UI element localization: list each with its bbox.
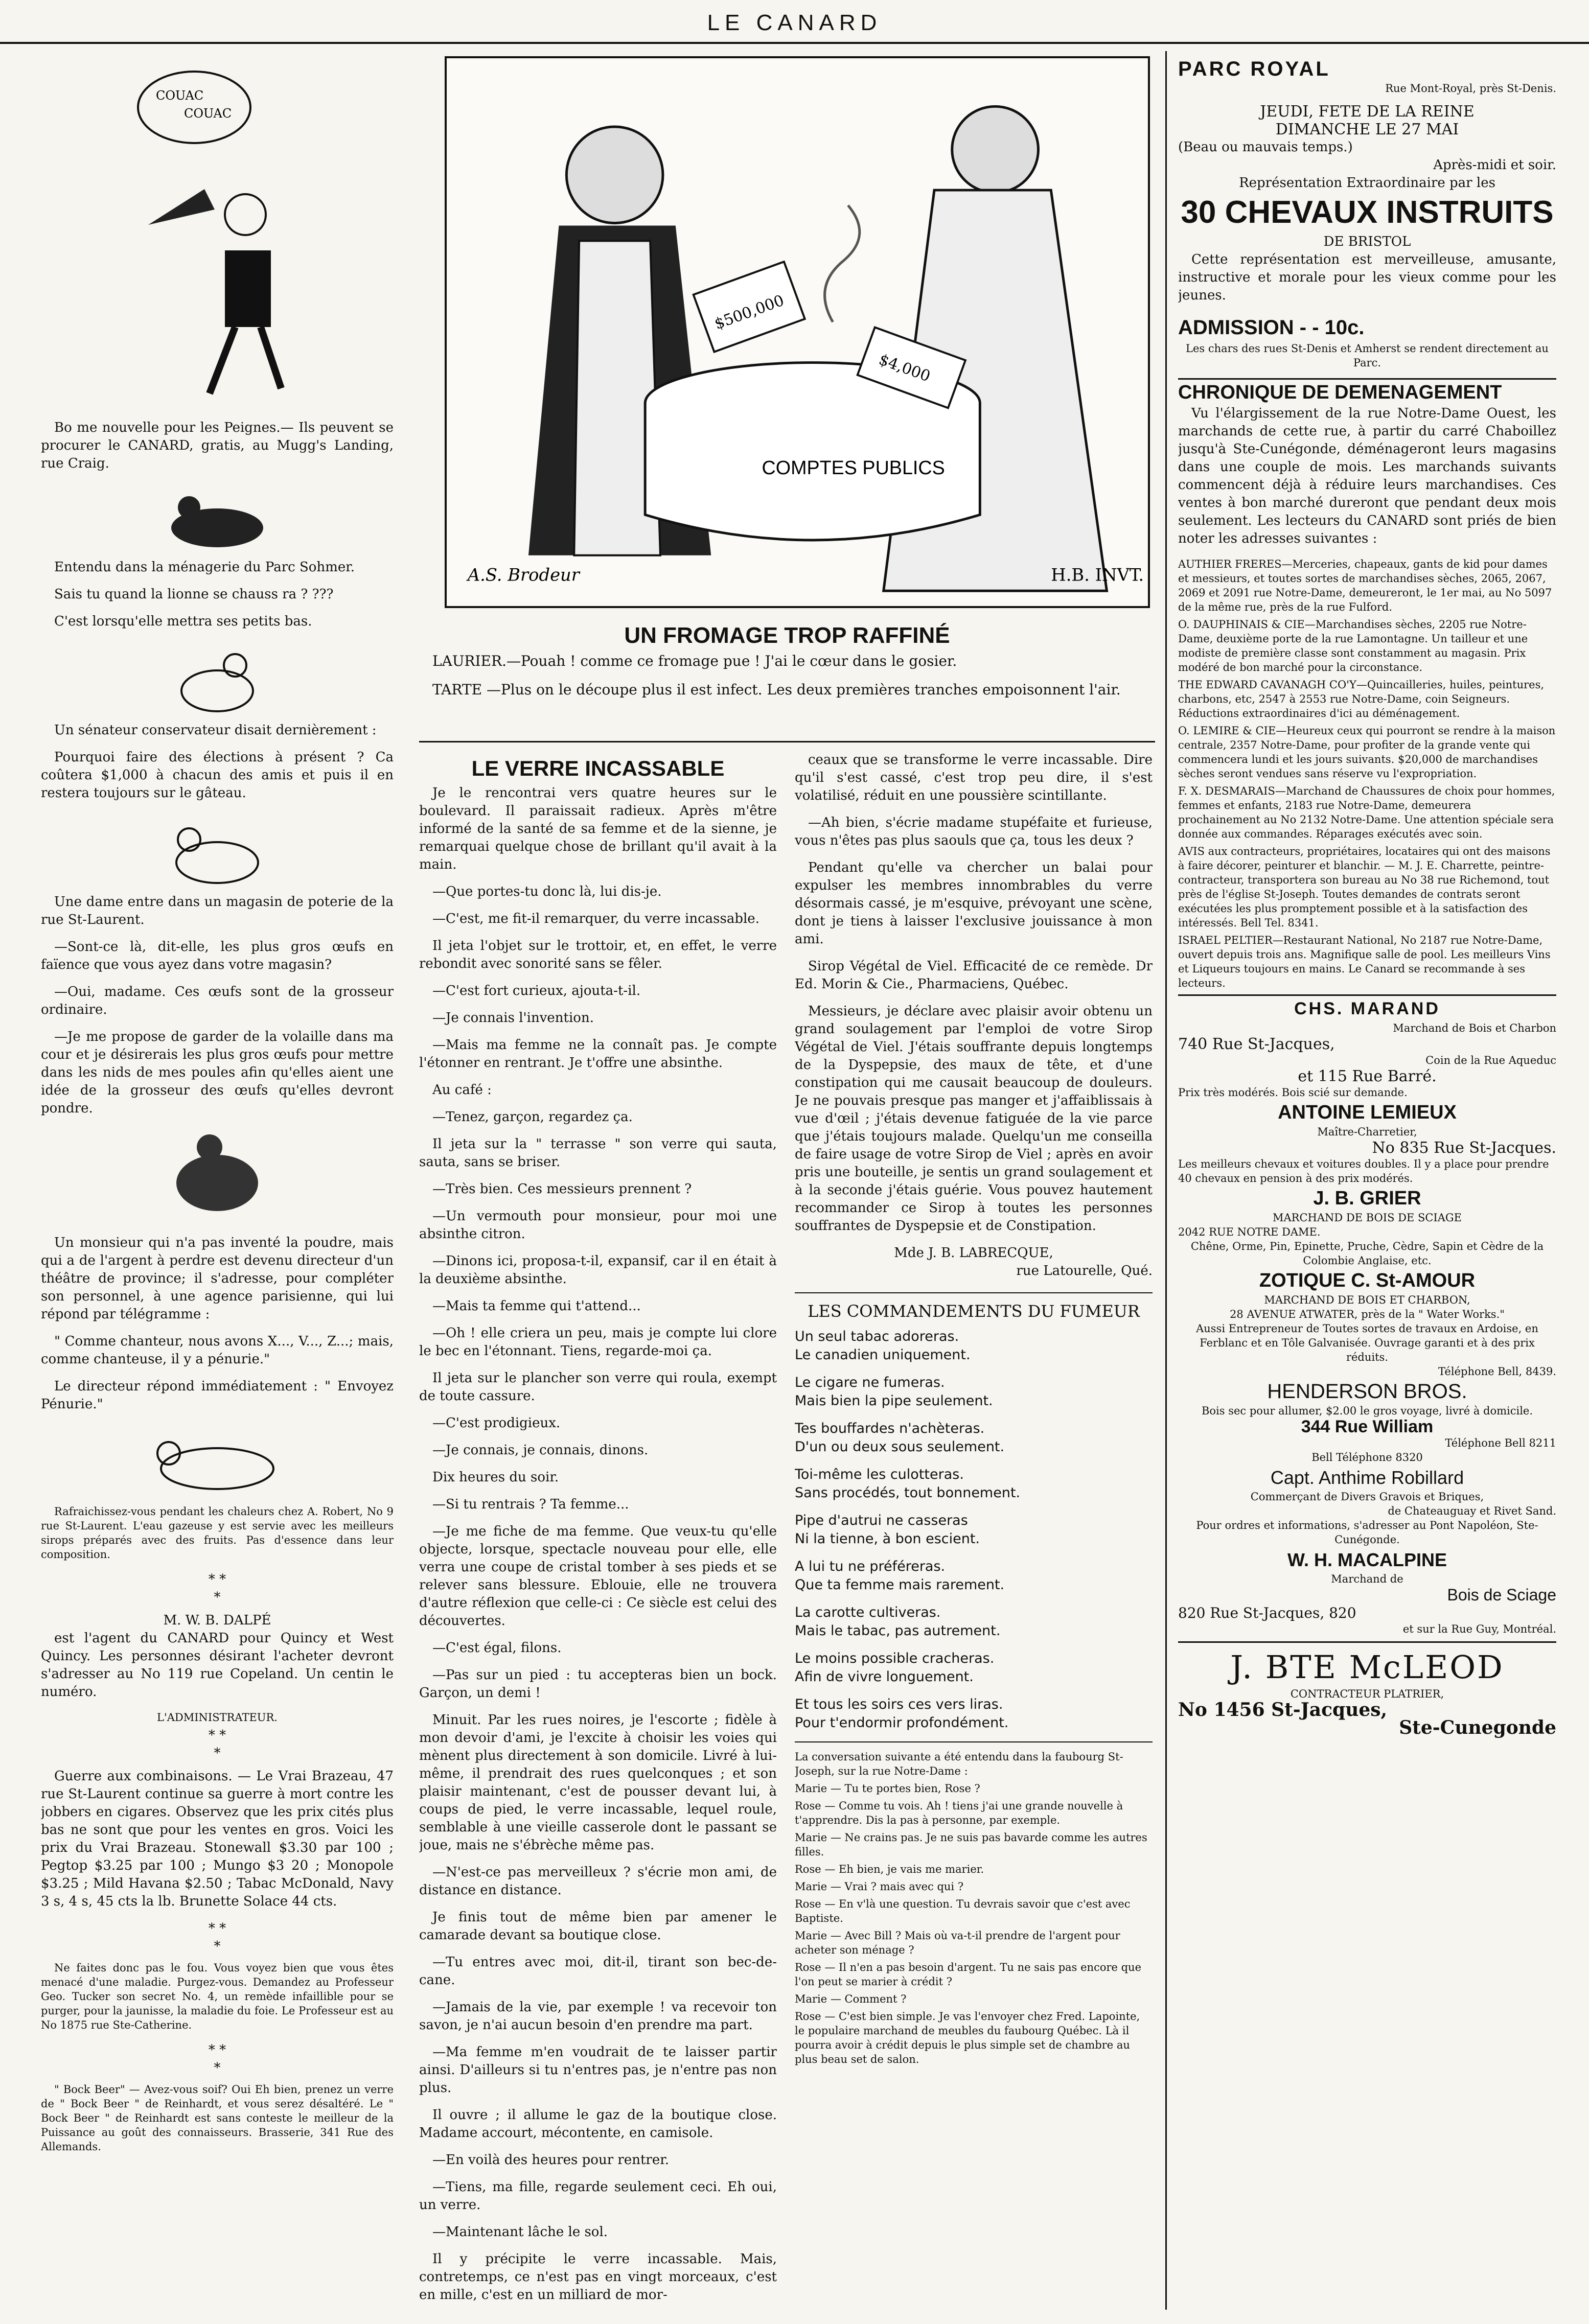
ad-line: 28 AVENUE ATWATER, près de la " Water Works.": [1230, 1308, 1505, 1320]
mcleod-title: J. BTE McLEOD: [1230, 1648, 1504, 1686]
chronique-list: [1178, 557, 1556, 990]
poem-stanza: [795, 1695, 1153, 1732]
paragraph: —N'est-ce pas merveilleux ? s'écrie mon ami, de distance en distance.: [419, 1865, 777, 1898]
paragraph: —Pas sur un pied : tu accepteras bien un bock. Garçon, un demi !: [419, 1667, 777, 1701]
paper-amount: $500,000: [712, 291, 787, 334]
poem-line: Ni la tienne, à bon escient.: [795, 1531, 980, 1547]
column-rule: [1165, 51, 1167, 2310]
paragraph: —C'est fort curieux, ajouta-t-il.: [432, 983, 641, 998]
parc-line: DE BRISTOL: [1323, 234, 1411, 249]
paragraph: —Dinons ici, proposa-t-il, expansif, car il en était à la deuxième absinthe.: [419, 1253, 777, 1287]
conversation: [795, 1750, 1153, 2066]
poem-stanza: [795, 1328, 1153, 1364]
paragraph: Je finis tout de même bien par amener le camarade devant sa boutique close.: [419, 1910, 777, 1943]
c1-p1: Bo me nouvelle pour les Peignes.— Ils peuvent se procurer le CANARD, gratis, au Mugg's Landing, rue Craig.: [41, 420, 394, 471]
c1-p12: " Comme chanteur, nous avons X..., V..., Z...; mais, comme chanteuse, il y a pénurie.": [41, 1334, 394, 1367]
lemieux-title: ANTOINE LEMIEUX: [1278, 1102, 1457, 1123]
paragraph: Il jeta l'objet sur le trottoir, et, en effet, le verre rebondit avec sonorité sans se fêler.: [419, 938, 777, 971]
c1-p5: Un sénateur conservateur disait dernièrement :: [54, 723, 377, 738]
ad-line: Pour ordres et informations, s'adresser au Pont Napoléon, Ste-Cunégonde.: [1196, 1519, 1538, 1546]
c1-p16: Guerre aux combinaisons. — Le Vrai Brazeau, 47 rue St-Laurent continue sa guerre à mort contre les jobbers en cigares. Observez que les prix cités plus bas ne sont que pour les ventes en gros. Voici les prix du Vrai Brazeau. Stonewall $3.30 par 100 ; Pegtop $3.25 par 100 ; Mungo $3 20 ; Monopole $3.25 ; Mild Havana $2.50 ; Tabac McDonald, Navy 3 s, 4 s, 45 cts la lb. Brunette Solace 44 cts.: [41, 1769, 394, 1909]
parc-royal-title: PARC ROYAL: [1178, 58, 1330, 80]
parc-address: Rue Mont-Royal, près St-Denis.: [1385, 82, 1556, 95]
poem-line: Un seul tabac adoreras.: [795, 1329, 959, 1344]
commandements-title: LES COMMANDEMENTS DU FUMEUR: [808, 1302, 1140, 1321]
paragraph: Marie — Ne crains pas. Je ne suis pas bavarde comme les autres filles.: [795, 1831, 1147, 1858]
paragraph: —Très bien. Ces messieurs prennent ?: [432, 1181, 692, 1197]
ad-line: Téléphone Bell, 8439.: [1438, 1365, 1556, 1378]
parc-description: Cette représentation est merveilleuse, amusante, instructive et morale pour les vieux comme pour les jeunes.: [1178, 252, 1556, 303]
paragraph: F. X. DESMARAIS—Marchand de Chaussures de choix pour hommes, femmes et enfants, 2183 rue Notre-Dame, demeurera prochainement au No 2132 Notre-Dame. Une attention spéciale sera donnée aux commandes. Réparages exécutés avec soin.: [1178, 785, 1555, 840]
trumpeter-illustration: [41, 56, 394, 414]
c1-p7: Une dame entre dans un magasin de poterie de la rue St-Laurent.: [41, 894, 394, 927]
grier-title: J. B. GRIER: [1313, 1188, 1421, 1209]
ad-line: No 835 Rue St-Jacques.: [1372, 1139, 1556, 1157]
verre-continued: [795, 751, 1153, 948]
poem-line: Mais bien la pipe seulement.: [795, 1393, 993, 1409]
section-rule: [419, 741, 1155, 742]
svg-text:COUAC: COUAC: [184, 106, 232, 121]
paragraph: —Mais ma femme ne la connaît pas. Je compte l'étonner en rentrant. Je t'offre une absinthe.: [419, 1037, 777, 1071]
paragraph: —Si tu rentrais ? Ta femme...: [432, 1497, 629, 1512]
ad-line: et sur la Rue Guy, Montréal.: [1402, 1623, 1556, 1635]
ad-line: MARCHAND DE BOIS ET CHARBON,: [1264, 1294, 1470, 1306]
caption-line-1: LAURIER.—Pouah ! comme ce fromage pue ! J'ai le cœur dans le gosier.: [432, 653, 957, 669]
paragraph: THE EDWARD CAVANAGH CO'Y—Quincailleries, huiles, peintures, charbons, etc, 2547 à 2553 rue Notre-Dame, coin Seigneurs. Réductions extraordinaires d'ici au déménagement.: [1178, 679, 1545, 719]
paragraph: —Tenez, garçon, regardez ça.: [432, 1109, 633, 1125]
cartoon-illustration: [447, 58, 1148, 606]
c1-p11: Un monsieur qui n'a pas inventé la poudre, mais qui a de l'argent à perdre est devenu directeur d'un théâtre de province; il s'adresse, pour compléter son personnel, à une agence parisienne, qui lui répond par télégramme :: [41, 1235, 394, 1322]
poem-line: Le cigare ne fumeras.: [795, 1375, 945, 1390]
parc-line: (Beau ou mauvais temps.): [1178, 140, 1353, 155]
ad-line: Commerçant de Divers Gravois et Briques,: [1250, 1491, 1484, 1503]
paragraph: —Ma femme m'en voudrait de te laisser partir ainsi. D'ailleurs si tu n'entres pas, je n'entre pas non plus.: [419, 2044, 777, 2096]
paragraph: Rose — En v'là une question. Tu devrais savoir que c'est avec Baptiste.: [795, 1898, 1131, 1924]
admission-price: ADMISSION - - 10c.: [1178, 316, 1365, 339]
caption-line-2: TARTE —Plus on le découpe plus il est infect. Les deux premières tranches empoisonnent l'air.: [432, 681, 1121, 698]
ad-line: Bell Téléphone 8320: [1311, 1451, 1423, 1463]
left-column: COUAC COUAC Bo me nouvelle pour les Peignes.— Ils peuvent se procurer le CANARD, gratis, au Mugg's Landing, rue Craig. Entendu dans la ménagerie du Parc Sohmer. Sais tu quand la lionne se chauss ra ? ??? C'est lorsqu'elle mettra ses petits bas. Un sénateur conservateur disait dernièrement : Pourquoi faire des élections à présent ? Ca coûtera $1,000 à chacun des amis et puis il en restera toujours sur le gâteau. Une dame entre dans un magasin de poterie de la rue St-Laurent. —Sont-ce là, dit-elle, les plus gros œufs en faïence que vous ayez dans votre magasin? —Oui, madame. Ces œufs sont de la grosseur ordinaire. —Je me propose de garder de la volaille dans ma cour et je désirerais les plus gros œufs pour mettre dans les nids de mes poules afin qu'elles aient une idée de la grosseur des œufs qu'elles devront pondre. Un monsieur qui n'a pas inventé la poudre, mais qui a de l'argent à perdre est devenu directeur d'un théâtre de province; il s'adresse, pour compléter son personnel, à une agence parisienne, qui lui répond par télégramme : " Comme chanteur, nous avons X..., V..., Z...; mais, comme chanteuse, il y a pénurie." Le directeur répond immédiatement : " Envoyez Pénurie." Rafraichissez-vous pendant les chaleurs chez A. Robert, No 9 rue St-Laurent. L'eau gazeuse y est servie avec les meilleurs sirops préparés avec des fruits. Pas d'essence dans leur composition. * * * M. W. B. DALPÉ est l'agent du CANARD pour Quincy et West Quincy. Les personnes désirant l'acheter devront s'adresser au No 119 rue Copeland. Un centin le numéro. L'ADMINISTRATEUR. * * * Guerre aux combinaisons. — Le Vrai Brazeau, 47 rue St-Laurent continue sa guerre à mort contre les jobbers en cigares. Observez que les prix cités plus bas ne sont que pour les ventes en gros. Voici les prix du Vrai Brazeau. Stonewall $3.30 par 100 ; Pegtop $3.25 par 100 ; Mungo $3 20 ; Monopole $3.25 ; Mild Havana $2.50 ; Tabac McDonald, Navy 3 s, 4 s, 45 cts la lb. Brunette Solace 44 cts. * * * Ne faites donc pas le fou. Vous voyez bien que vous êtes menacé d'une maladie. Purgez-vous. Demandez au Professeur Geo. Tucker son secret No. 4, un remède infaillible pour se purger, pour la jaunisse, la maladie du foie. Le Professeur est au No 1875 rue Ste-Catherine. * * * " Bock Beer" — Avez-vous soif? Oui Eh bien, prenez un verre de " Bock Beer " de Reinhardt, et vous serez désaltéré. Le " Bock Beer " de Reinhardt est sans conteste le meilleur de la Puissance au goût des connaisseurs. Brasserie, 341 Rue des Allemands.: [41, 56, 394, 2305]
parc-line: Après-midi et soir.: [1433, 157, 1556, 173]
cheese-label: COMPTES PUBLICS: [762, 456, 945, 478]
paragraph: Rose — Comme tu vois. Ah ! tiens j'ai une grande nouvelle à t'apprendre. Dis la pas à personne, par exemple.: [795, 1800, 1123, 1826]
masthead-rule: [0, 42, 1589, 44]
poem-line: Afin de vivre longuement.: [795, 1669, 974, 1685]
c1-p10: —Je me propose de garder de la volaille dans ma cour et je désirerais les plus gros œufs pour mettre dans les nids de mes poules afin qu'elles aient une idée de la grosseur des œufs qu'elles devront pondre.: [41, 1029, 394, 1116]
poem-line: A lui tu ne préféreras.: [795, 1559, 946, 1574]
sirop-address: rue Latourelle, Qué.: [1016, 1263, 1153, 1279]
c1-p6: Pourquoi faire des élections à présent ? Ca coûtera $1,000 à chacun des amis et puis il en restera toujours sur le gâteau.: [41, 750, 394, 801]
paragraph: —Que portes-tu donc là, lui dis-je.: [432, 884, 662, 899]
paragraph: AVIS aux contracteurs, propriétaires, locataires qui ont des maisons à faire décorer, peinturer et blanchir. — M. J. E. Charrette, peintre-contracteur, transportera son bureau au No 38 rue Richemond, tout près de l'église St-Joseph. Toutes demandes de contrats seront exécutées les plus promptement possible et à la satisfaction des intéressés. Bell Tel. 8341.: [1178, 845, 1551, 929]
poem-stanza: [795, 1649, 1153, 1686]
cartoon-caption: [419, 618, 1155, 741]
verre-title: LE VERRE INCASSABLE: [471, 756, 725, 780]
paragraph: —Jamais de la vie, par exemple ! va recevoir ton savon, je n'ai aucun besoin d'en prendre ma part.: [419, 2000, 777, 2033]
parc-transit: Les chars des rues St-Denis et Amherst se rendent directement au Parc.: [1186, 342, 1549, 369]
ad-line: et 115 Rue Barré.: [1298, 1067, 1437, 1085]
poem-stanza: [795, 1420, 1153, 1456]
paragraph: O. LEMIRE & CIE—Heureux ceux qui pourront se rendre à la maison centrale, 2357 Notre-Dame, pour profiter de la grande vente qui commencera lundi et les jours suivants. $20,000 de marchandises sèches seront vendues sans réserve vu l'expropriation.: [1178, 725, 1556, 780]
poem-line: Sans procédés, tout bonnement.: [795, 1485, 1021, 1501]
paragraph: —C'est prodigieux.: [432, 1415, 561, 1431]
sirop-signature: Mde J. B. LABRECQUE,: [894, 1245, 1053, 1261]
duck-icon: [41, 1127, 394, 1229]
paragraph: Il jeta sur le plancher son verre qui roula, exempt de toute cassure.: [419, 1370, 777, 1404]
ad-line: No 1456 St-Jacques,: [1178, 1699, 1388, 1721]
chronique-title: CHRONIQUE DE DEMENAGEMENT: [1178, 382, 1502, 403]
poem-stanza: [795, 1466, 1153, 1502]
paragraph: Rose — Il n'en a pas besoin d'argent. Tu ne sais pas encore que l'on peut se marier à crédit ?: [795, 1961, 1142, 1988]
ad-line: Aussi Entrepreneur de Toutes sortes de travaux en Ardoise, en Ferblanc et en Tôle Galvanisée. Ouvrage garanti et à des prix réduits.: [1196, 1322, 1538, 1363]
parc-line: Représentation Extraordinaire par les: [1239, 175, 1495, 191]
ad-line: Bois sec pour allumer, $2.00 le gros voyage, livré à domicile.: [1201, 1405, 1533, 1417]
middle-right-column: [795, 751, 1153, 2305]
paragraph: Rose — Eh bien, je vais me marier.: [795, 1863, 984, 1875]
ad-line: 2042 RUE NOTRE DAME.: [1178, 1226, 1321, 1238]
ad-line: Prix très modérés. Bois scié sur demande.: [1178, 1086, 1408, 1099]
paragraph: —Je connais, je connais, dinons.: [432, 1443, 649, 1458]
ad-line: 740 Rue St-Jacques,: [1178, 1035, 1335, 1053]
paragraph: Pendant qu'elle va chercher un balai pour expulser les membres innombrables du verre désormais cassé, je m'esquive, prévoyant une scène, dont je tiens à laisser l'exclusive jouissance à mon ami.: [795, 860, 1153, 947]
ad-line: de Chateauguay et Rivet Sand.: [1388, 1505, 1556, 1517]
paragraph: Je le rencontrai vers quatre heures sur le boulevard. Il paraissait radieux. Après m'être informé de la santé de sa femme et de la sienne, je remarquai quelque chose de brillant qu'il avait à la main.: [419, 785, 777, 872]
paragraph: —Oh ! elle criera un peu, mais je compte lui clore le bec en l'étonnant. Tiens, regarde-moi ça.: [419, 1326, 777, 1359]
paragraph: —Je me fiche de ma femme. Que veux-tu qu'elle objecte, lorsque, spectacle nouveau pour elle, elle verra une coupe de cristal tomber à ses pieds et se relever sans blessure. Eblouie, elle ne trouvera d'autre réflexion que celle-ci : Ce siècle est celui des découvertes.: [419, 1524, 777, 1629]
paragraph: —Maintenant lâche le sol.: [432, 2224, 608, 2240]
ad-line: 344 Rue William: [1301, 1417, 1434, 1436]
paragraph: —C'est égal, filons.: [432, 1640, 562, 1656]
paragraph: Marie — Tu te portes bien, Rose ?: [795, 1782, 980, 1795]
poem-line: Que ta femme mais rarement.: [795, 1577, 1005, 1593]
c1-p14: Rafraichissez-vous pendant les chaleurs chez A. Robert, No 9 rue St-Laurent. L'eau gazeuse y est servie avec les meilleurs sirops préparés avec des fruits. Pas d'essence dans leur composition.: [41, 1505, 394, 1561]
paragraph: —Ah bien, s'écrie madame stupéfaite et furieuse, vous n'êtes pas plus saouls que ça, tous les deux ?: [795, 815, 1153, 848]
paragraph: Marie — Avec Bill ? Mais où va-t-il prendre de l'argent pour acheter son ménage ?: [795, 1930, 1120, 1956]
paper-amount: $4,000: [876, 351, 933, 386]
cartoon-frame: [445, 56, 1150, 608]
ad-line: Bois de Sciage: [1447, 1586, 1556, 1604]
paragraph: Au café :: [432, 1082, 492, 1098]
cartoon-title: UN FROMAGE TROP RAFFINÉ: [624, 623, 950, 648]
chevaux-headline: 30 CHEVAUX INSTRUITS: [1181, 195, 1554, 230]
commandements-poem: [795, 1328, 1153, 1732]
paragraph: O. DAUPHINAIS & CIE—Marchandises sèches, 2205 rue Notre-Dame, deuxième porte de la rue Lamontagne. Un tailleur et une modiste de première classe sont constamment au magasin. Prix modéré de bon marché pour la circonstance.: [1178, 618, 1528, 673]
c1-p17: Ne faites donc pas le fou. Vous voyez bien que vous êtes menacé d'une maladie. Purgez-vous. Demandez au Professeur Geo. Tucker son secret No. 4, un remède infaillible pour se purger, pour la jaunisse, la maladie du foie. Le Professeur est au No 1875 rue Ste-Catherine.: [41, 1962, 394, 2031]
poem-stanza: [795, 1374, 1153, 1410]
c1-p18: " Bock Beer" — Avez-vous soif? Oui Eh bien, prenez un verre de " Bock Beer " de Reinhardt, et vous serez désaltéré. Le " Bock Beer " de Reinhardt est sans conteste le meilleur de la Puissance au goût des connaisseurs. Brasserie, 341 Rue des Allemands.: [41, 2083, 394, 2153]
paragraph: Il jeta sur la " terrasse " son verre qui sauta, sauta, sans se briser.: [419, 1136, 777, 1170]
poem-line: Tes bouffardes n'achèteras.: [795, 1421, 985, 1436]
c1-p4: C'est lorsqu'elle mettra ses petits bas.: [54, 614, 312, 629]
poem-stanza: [795, 1558, 1153, 1594]
poem-line: Mais le tabac, pas autrement.: [795, 1623, 1001, 1639]
paragraph: —En voilà des heures pour rentrer.: [432, 2152, 670, 2168]
poem-line: Le moins possible cracheras.: [795, 1651, 995, 1666]
poem-line: D'un ou deux sous seulement.: [795, 1439, 1005, 1455]
c1-p3: Sais tu quand la lionne se chauss ra ? ???: [54, 587, 334, 602]
ad-line: Marchand de Bois et Charbon: [1393, 1022, 1556, 1034]
verre-column: [419, 751, 777, 2305]
masthead: LE CANARD: [707, 10, 882, 35]
verre-paragraphs: [419, 784, 777, 2304]
admin-sig: L'ADMINISTRATEUR.: [157, 1711, 278, 1724]
poem-line: La carotte cultiveras.: [795, 1605, 941, 1620]
poem-line: Pour t'endormir profondément.: [795, 1715, 1009, 1731]
sirop-title: Sirop Végétal de Viel. Efficacité de ce remède. Dr Ed. Morin & Cie., Pharmaciens, Québec.: [795, 959, 1153, 992]
dalpe-title: M. W. B. DALPÉ: [163, 1613, 271, 1628]
paragraph: Marie — Comment ?: [795, 1993, 907, 2005]
parc-line: DIMANCHE LE 27 MAI: [1275, 121, 1459, 138]
ad-line: Maître-Charretier,: [1317, 1126, 1417, 1138]
ad-line: Ste-Cunegonde: [1399, 1717, 1556, 1738]
paragraph: Il y précipite le verre incassable. Mais, contretemps, ce n'est pas en vingt morceaux, c'est en mille, c'est en un milliard de mor-: [419, 2251, 777, 2303]
paragraph: Rose — C'est bien simple. Je vas l'envoyer chez Fred. Lapointe, le populaire marchand de meubles du faubourg Québec. Là il pourra avoir à crédit depuis le plus simple set de chambre au plus beau set de salon.: [795, 2010, 1140, 2065]
paragraph: —Mais ta femme qui t'attend...: [432, 1298, 641, 1314]
duck-icon: [41, 1423, 394, 1499]
robillard-title: Capt. Anthime Robillard: [1270, 1467, 1464, 1488]
sirop-testimonial: Messieurs, je déclare avec plaisir avoir obtenu un grand soulagement par l'emploi de votre Sirop Végétal de Viel. J'étais souffrante depuis longtemps de la Dyspepsie, des maux de tête, et d'une constipation qui me causait beaucoup de douleurs. Je ne pouvais presque pas manger et j'affaiblissais à vue d'œil ; j'étais devenue fatiguée de la vie parce que j'étais toujours malade. Quelqu'un me conseilla de faire usage de votre Sirop de Viel ; après en avoir pris une bouteille, je sentis un grand soulagement et à la seconde j'étais guérie. Vous pouvez hautement recommander ce Sirop à toutes les personnes souffrantes de Dyspepsie et de Constipation.: [795, 1004, 1153, 1234]
artist-signature: A.S. Brodeur: [467, 565, 580, 585]
poem-line: Le canadien uniquement.: [795, 1347, 971, 1363]
paragraph: —Tiens, ma fille, regarde seulement ceci. Eh oui, un verre.: [419, 2179, 777, 2213]
paragraph: Il ouvre ; il allume le gaz de la boutique close. Madame accourt, mécontente, en camisole.: [419, 2107, 777, 2141]
c1-p9: —Oui, madame. Ces œufs sont de la grosseur ordinaire.: [41, 984, 394, 1017]
paragraph: Marie — Vrai ? mais avec qui ?: [795, 1880, 964, 1893]
macalpine-title: W. H. MACALPINE: [1287, 1549, 1447, 1570]
paragraph: ceaux que se transforme le verre incassable. Dire qu'il s'est cassé, c'est trop peu dire, il s'est volatilisé, réduit en une poussière scintillante.: [795, 752, 1153, 803]
ad-line: 820 Rue St-Jacques, 820: [1178, 1605, 1356, 1621]
c1-p2: Entendu dans la ménagerie du Parc Sohmer.: [54, 560, 355, 575]
marand-title: CHS. MARAND: [1294, 999, 1440, 1018]
duck-icon: [41, 640, 394, 716]
poem-stanza: [795, 1603, 1153, 1640]
ad-line: Coin de la Rue Aqueduc: [1425, 1054, 1556, 1066]
paragraph: ISRAEL PELTIER—Restaurant National, No 2187 rue Notre-Dame, ouvert depuis trois ans. Magnifique salle de pool. Les meilleurs Vins et Liqueurs toujours en mains. Le Canard se recommande à ses lecteurs.: [1178, 934, 1551, 989]
paragraph: —Tu entres avec moi, dit-il, tirant son bec-de-cane.: [419, 1955, 777, 1988]
poem-line: Et tous les soirs ces vers liras.: [795, 1696, 1003, 1712]
ad-line: Téléphone Bell 8211: [1445, 1437, 1556, 1449]
ads-column: [1178, 56, 1556, 2305]
ad-line: Marchand de: [1331, 1573, 1403, 1585]
ad-line: MARCHAND DE BOIS DE SCIAGE: [1272, 1212, 1462, 1224]
inventor-signature: H.B. INVT.: [1051, 565, 1144, 585]
paragraph: AUTHIER FRERES—Merceries, chapeaux, gants de kid pour dames et messieurs, et toutes sortes de marchandises sèches, 2065, 2067, 2069 et 2091 rue Notre-Dame, demeureront, le 1er mai, au No 5097 de la même rue, près de la rue Fulford.: [1178, 558, 1552, 613]
c1-p15: est l'agent du CANARD pour Quincy et West Quincy. Les personnes désirant l'acheter devront s'adresser au No 119 rue Copeland. Un centin le numéro.: [41, 1631, 394, 1700]
c1-p8: —Sont-ce là, dit-elle, les plus gros œufs en faïence que vous ayez dans votre magasin?: [41, 939, 394, 972]
paragraph: —Un vermouth pour monsieur, pour moi une absinthe citron.: [419, 1209, 777, 1242]
duck-icon: [41, 482, 394, 553]
ad-line: Les meilleurs chevaux et voitures doubles. Il y a place pour prendre 40 chevaux en pension à des prix modérés.: [1178, 1158, 1549, 1184]
svg-text:COUAC: COUAC: [156, 88, 204, 103]
c1-p13: Le directeur répond immédiatement : " Envoyez Pénurie.": [41, 1379, 394, 1412]
paragraph: —C'est, me fit-il remarquer, du verre incassable.: [432, 911, 759, 926]
duck-icon: [41, 811, 394, 888]
paragraph: La conversation suivante a été entendu dans la faubourg St-Joseph, sur la rue Notre-Dame :: [795, 1751, 1123, 1777]
chronique-intro: Vu l'élargissement de la rue Notre-Dame Ouest, les marchands de cette rue, à partir du carré Chaboillez jusqu'à Ste-Cunégonde, déménageront leurs magasins dans une couple de mois. Les marchands suivants commencent déjà à réduire leurs marchandises. Ces ventes à bon marché dureront que pendant deux mois seulement. Les lecteurs du CANARD sont priés de bien noter les adresses suivantes :: [1178, 406, 1556, 546]
zotique-title: ZOTIQUE C. St-AMOUR: [1259, 1270, 1476, 1291]
poem-stanza: [795, 1512, 1153, 1548]
poem-line: Toi-même les culotteras.: [795, 1467, 964, 1482]
paragraph: Dix heures du soir.: [432, 1470, 559, 1485]
parc-line: JEUDI, FETE DE LA REINE: [1260, 103, 1475, 121]
ad-line: CONTRACTEUR PLATRIER,: [1290, 1688, 1444, 1700]
paragraph: —Je connais l'invention.: [432, 1010, 594, 1026]
henderson-title: HENDERSON BROS.: [1267, 1380, 1467, 1403]
paragraph: Minuit. Par les rues noires, je l'escorte ; fidèle à mon devoir d'ami, je l'excite à choisir les voies qui mènent plus directement à son domicile. Livré à lui-même, il prendrait des rues quelconques ; et son plaisir maintenant, c'est de pousser devant lui, à coups de pied, le verre incassable, lequel roule, semblable à une vieille casserole dont le passant se joue, mais ne s'ébrèche même pas.: [419, 1712, 777, 1853]
ad-line: Chêne, Orme, Pin, Epinette, Pruche, Cèdre, Sapin et Cèdre de la Colombie Anglaise, etc.: [1190, 1240, 1544, 1267]
poem-line: Pipe d'autrui ne casseras: [795, 1513, 968, 1528]
